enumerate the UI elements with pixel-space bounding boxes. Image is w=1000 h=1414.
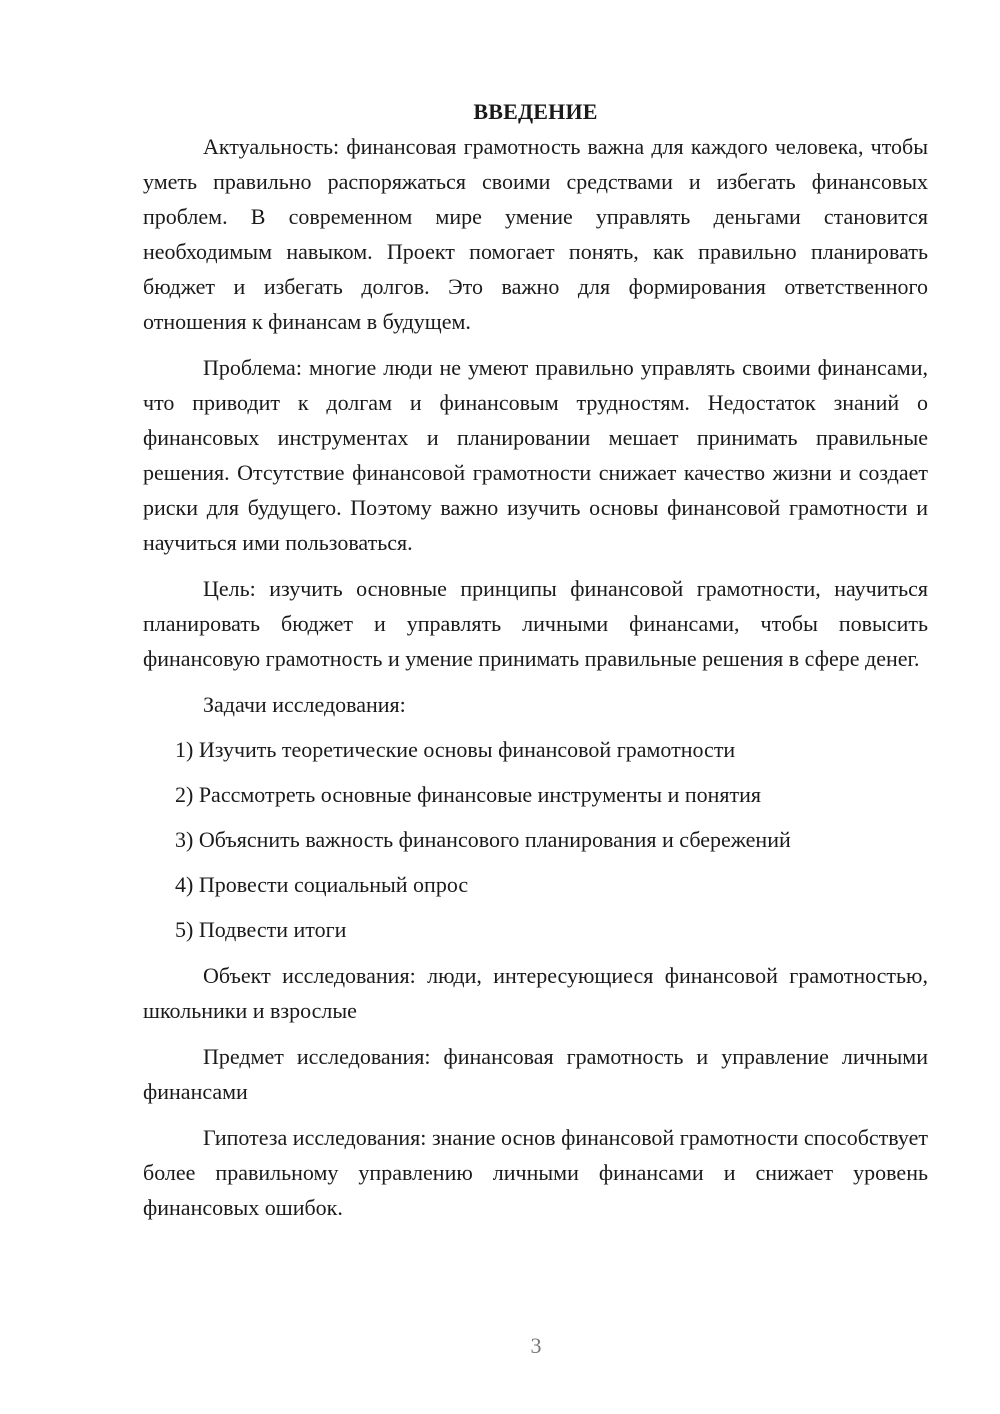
goal-paragraph: Цель: изучить основные принципы финансовой грамотности, научиться планировать бюджет и управлять личными финансами, чтобы повысить финансовую грамотность и умение принимать правильные решения в сфере денег. <box>143 576 928 671</box>
problem-paragraph: Проблема: многие люди не умеют правильно управлять своими финансами, что приводит к долгам и финансовым трудностям. Недостаток знаний о финансовых инструментах и планировании мешает принимать правильные решения. Отсутствие финансовой грамотности снижает качество жизни и создает риски для будущего. Поэтому важно изучить основы финансовой грамотности и научиться ими пользоваться. <box>143 355 928 555</box>
task-item: 2) Рассмотреть основные финансовые инструменты и понятия <box>175 782 762 807</box>
tasks-list <box>143 732 928 947</box>
page-number: 3 <box>530 1333 542 1358</box>
task-item: 4) Провести социальный опрос <box>175 872 469 897</box>
task-item: 5) Подвести итоги <box>175 917 347 942</box>
hypothesis-paragraph: Гипотеза исследования: знание основ финансовой грамотности способствует более правильному управлению личными финансами и снижает уровень финансовых ошибок. <box>143 1125 928 1220</box>
object-paragraph: Объект исследования: люди, интересующиеся финансовой грамотностью, школьники и взрослые <box>143 963 928 1023</box>
task-item: 3) Объяснить важность финансового планирования и сбережений <box>175 827 791 852</box>
document-body <box>143 94 928 1225</box>
relevance-paragraph: Актуальность: финансовая грамотность важна для каждого человека, чтобы уметь правильно распоряжаться своими средствами и избегать финансовых проблем. В современном мире умение управлять деньгами становится необходимым навыком. Проект помогает понять, как правильно планировать бюджет и избегать долгов. Это важно для формирования ответственного отношения к финансам в будущем. <box>143 134 928 334</box>
tasks-heading: Задачи исследования: <box>203 692 406 717</box>
subject-paragraph: Предмет исследования: финансовая грамотность и управление личными финансами <box>143 1044 928 1104</box>
section-title: ВВЕДЕНИЕ <box>473 99 598 124</box>
task-item: 1) Изучить теоретические основы финансовой грамотности <box>175 737 736 762</box>
